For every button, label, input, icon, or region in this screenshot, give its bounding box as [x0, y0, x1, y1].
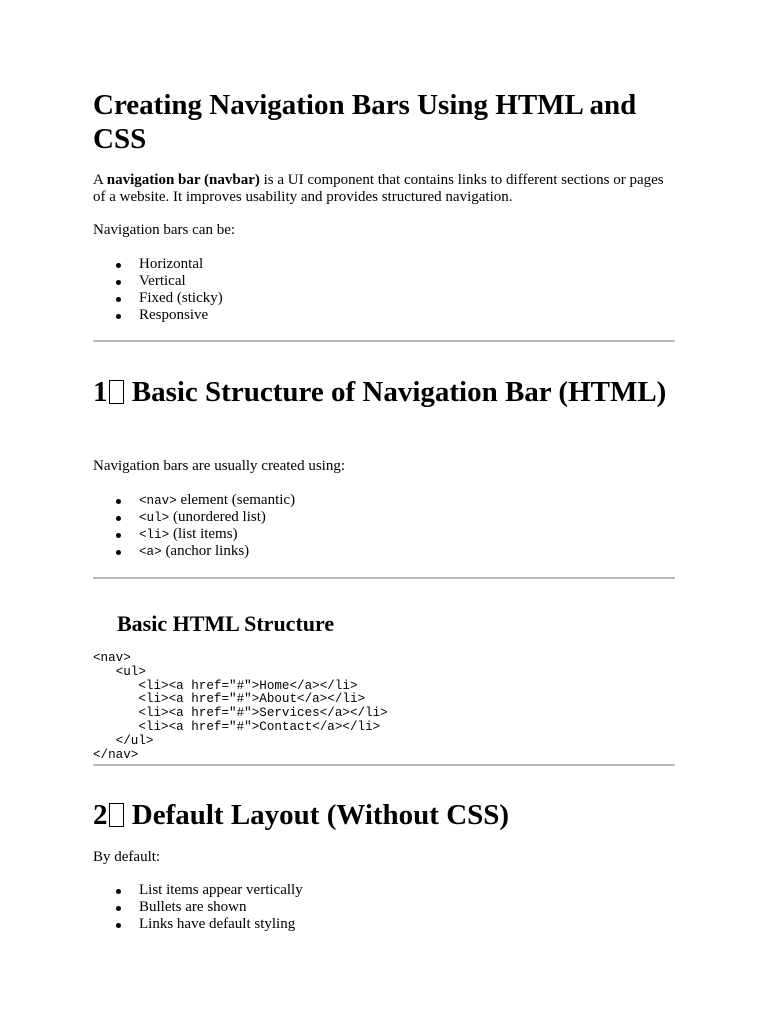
section-number: 2: [93, 799, 108, 831]
intro-suffix: is a UI component that contains links to different sections or pages of a website. It improves usability and provides structured navigation.: [93, 172, 664, 205]
section-1-lead: Navigation bars are usually created using:: [93, 458, 345, 474]
list-item: [93, 256, 223, 273]
list-item: [93, 526, 295, 543]
intro-paragraph: [93, 172, 675, 206]
section-2-lead: By default:: [93, 849, 161, 865]
inline-code: <li>: [139, 528, 170, 542]
list-item-text: List items appear vertically: [139, 882, 303, 898]
list-item: [93, 916, 303, 933]
bullet-icon: [116, 297, 121, 302]
missing-glyph-icon: [109, 803, 124, 827]
page-title: Creating Navigation Bars Using HTML and CSS: [93, 89, 637, 155]
section-1-list: [93, 492, 295, 560]
horizontal-rule: [93, 577, 675, 579]
list-item: [93, 509, 295, 526]
section-title: Default Layout (Without CSS): [131, 799, 510, 831]
horizontal-rule: [93, 340, 675, 342]
inline-code: <a>: [139, 545, 162, 559]
bullet-icon: [116, 550, 121, 555]
list-item: [93, 307, 223, 324]
list-item-text: Fixed (sticky): [139, 290, 223, 306]
bullet-icon: [116, 889, 121, 894]
code-block: <nav> <ul> <li><a href="#">Home</a></li> <li><a href="#">About</a></li> <li><a href="#">Services</a></li> <li><a href="#">Contact</a></li> </ul> </nav>: [93, 651, 388, 762]
section-1-heading: [93, 375, 683, 409]
list-item: [93, 290, 223, 307]
bullet-icon: [116, 923, 121, 928]
section-number: 1: [93, 376, 108, 408]
bullet-icon: [116, 314, 121, 319]
inline-code: <ul>: [139, 511, 170, 525]
bullet-icon: [116, 533, 121, 538]
list-item-text: (list items): [169, 526, 238, 542]
list-item: [93, 273, 223, 290]
inline-code: <nav>: [139, 494, 177, 508]
intro-prefix: A: [93, 172, 107, 188]
list-item: [93, 899, 303, 916]
list-item-text: (unordered list): [169, 509, 266, 525]
bullet-icon: [116, 499, 121, 504]
list-item-text: Vertical: [139, 273, 186, 289]
missing-glyph-icon: [109, 380, 124, 404]
list-item-text: Bullets are shown: [139, 899, 247, 915]
intro-bold-term: navigation bar (navbar): [106, 172, 260, 188]
subsection-heading: Basic HTML Structure: [117, 611, 335, 636]
list-item-text: Horizontal: [139, 256, 204, 272]
list-item-text: Responsive: [139, 307, 209, 323]
section-title: Basic Structure of Navigation Bar (HTML): [131, 376, 667, 408]
list-item: [93, 882, 303, 899]
list-item-text: Links have default styling: [139, 916, 296, 932]
list-item: [93, 492, 295, 509]
list-item-text: element (semantic): [176, 492, 296, 508]
bullet-icon: [116, 263, 121, 268]
bullet-icon: [116, 516, 121, 521]
horizontal-rule: [93, 764, 675, 766]
bullet-icon: [116, 280, 121, 285]
types-list: [93, 256, 223, 324]
list-item: [93, 543, 295, 560]
bullet-icon: [116, 906, 121, 911]
types-lead: Navigation bars can be:: [93, 222, 236, 238]
section-2-heading: [93, 798, 683, 832]
section-2-list: [93, 882, 303, 933]
list-item-text: (anchor links): [161, 543, 250, 559]
